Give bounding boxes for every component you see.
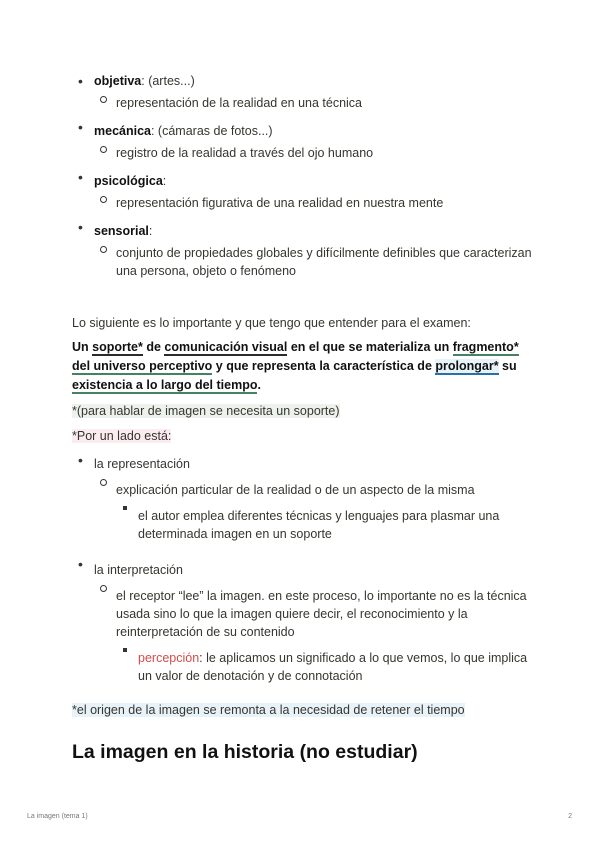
interpretation-label: la interpretación	[94, 563, 183, 577]
list-item	[72, 168, 532, 218]
type-sub: representación de la realidad en una técnica	[116, 96, 363, 110]
note-origin	[72, 701, 532, 719]
list-item	[72, 118, 532, 168]
def-text: y que representa la característica de	[212, 359, 436, 373]
def-text: su	[498, 359, 517, 373]
def-support: soporte*	[92, 340, 143, 354]
type-sub: registro de la realidad a través del ojo humano	[116, 146, 374, 160]
representation-label: la representación	[94, 457, 190, 471]
type-sub: conjunto de propiedades globales y difícilmente definibles que caracterizan una persona, objeto o fenómeno	[116, 246, 532, 278]
interpretation-sub: el receptor “lee” la imagen. en este proceso, lo importante no es la técnica usada sino lo que la imagen quiere decir, el reconocimiento y la reinterpretación de su contenido	[116, 589, 527, 639]
note-side	[72, 427, 532, 445]
def-text: en el que se materializa un	[287, 340, 453, 354]
type-term: objetiva	[94, 74, 142, 88]
list-item	[94, 240, 532, 282]
def-text: Un	[72, 340, 93, 354]
note-text: *Por un lado está:	[72, 429, 172, 443]
type-desc: : (cámaras de fotos...)	[150, 124, 273, 138]
list-item	[94, 579, 532, 693]
section-heading: La imagen en la historia (no estudiar)	[72, 741, 418, 763]
representation-sub: explicación particular de la realidad o de un aspecto de la misma	[116, 483, 475, 497]
type-sub: representación figurativa de una realidad en nuestra mente	[116, 196, 444, 210]
list-item	[94, 473, 532, 551]
type-desc: : (artes...)	[141, 74, 195, 88]
list-item	[116, 641, 532, 689]
def-text: .	[257, 378, 261, 392]
definition-paragraph	[72, 338, 532, 395]
list-item	[72, 555, 532, 697]
aspects-list	[72, 451, 532, 697]
note-text: *(para hablar de imagen se necesita un soporte)	[72, 404, 340, 418]
list-item	[94, 90, 532, 114]
type-term: psicológica	[94, 174, 163, 188]
perception-term: percepción	[138, 651, 200, 665]
representation-detail: el autor emplea diferentes técnicas y lenguajes para plasmar una determinada imagen en un soporte	[138, 509, 500, 541]
page-content	[72, 72, 532, 764]
def-text: de	[142, 340, 165, 354]
list-item	[116, 499, 532, 547]
list-item	[72, 218, 532, 286]
type-desc: :	[148, 224, 153, 238]
image-types-list	[72, 72, 532, 286]
interpretation-detail: : le aplicamos un significado a lo que vemos, lo que implica un valor de denotación y de connotación	[138, 651, 528, 683]
note-text: *el origen de la imagen se remonta a la necesidad de retener el tiempo	[72, 703, 465, 717]
footer-title: La imagen (tema 1)	[27, 813, 88, 820]
list-item	[72, 72, 532, 118]
page-number: 2	[568, 813, 572, 820]
intro-paragraph: Lo siguiente es lo importante y que tengo que entender para el examen:	[72, 316, 471, 330]
def-visual-communication: comunicación visual	[164, 340, 288, 354]
def-fragment: fragmento* del universo perceptivo	[72, 340, 519, 373]
type-desc: :	[162, 174, 167, 188]
note-support	[72, 402, 532, 420]
type-term: sensorial	[94, 224, 149, 238]
type-term: mecánica	[94, 124, 151, 138]
list-item	[72, 451, 532, 555]
list-item	[94, 140, 532, 164]
def-existence: existencia a lo largo del tiempo	[72, 378, 258, 392]
def-prolong: prolongar*	[435, 359, 499, 373]
list-item	[94, 190, 532, 214]
